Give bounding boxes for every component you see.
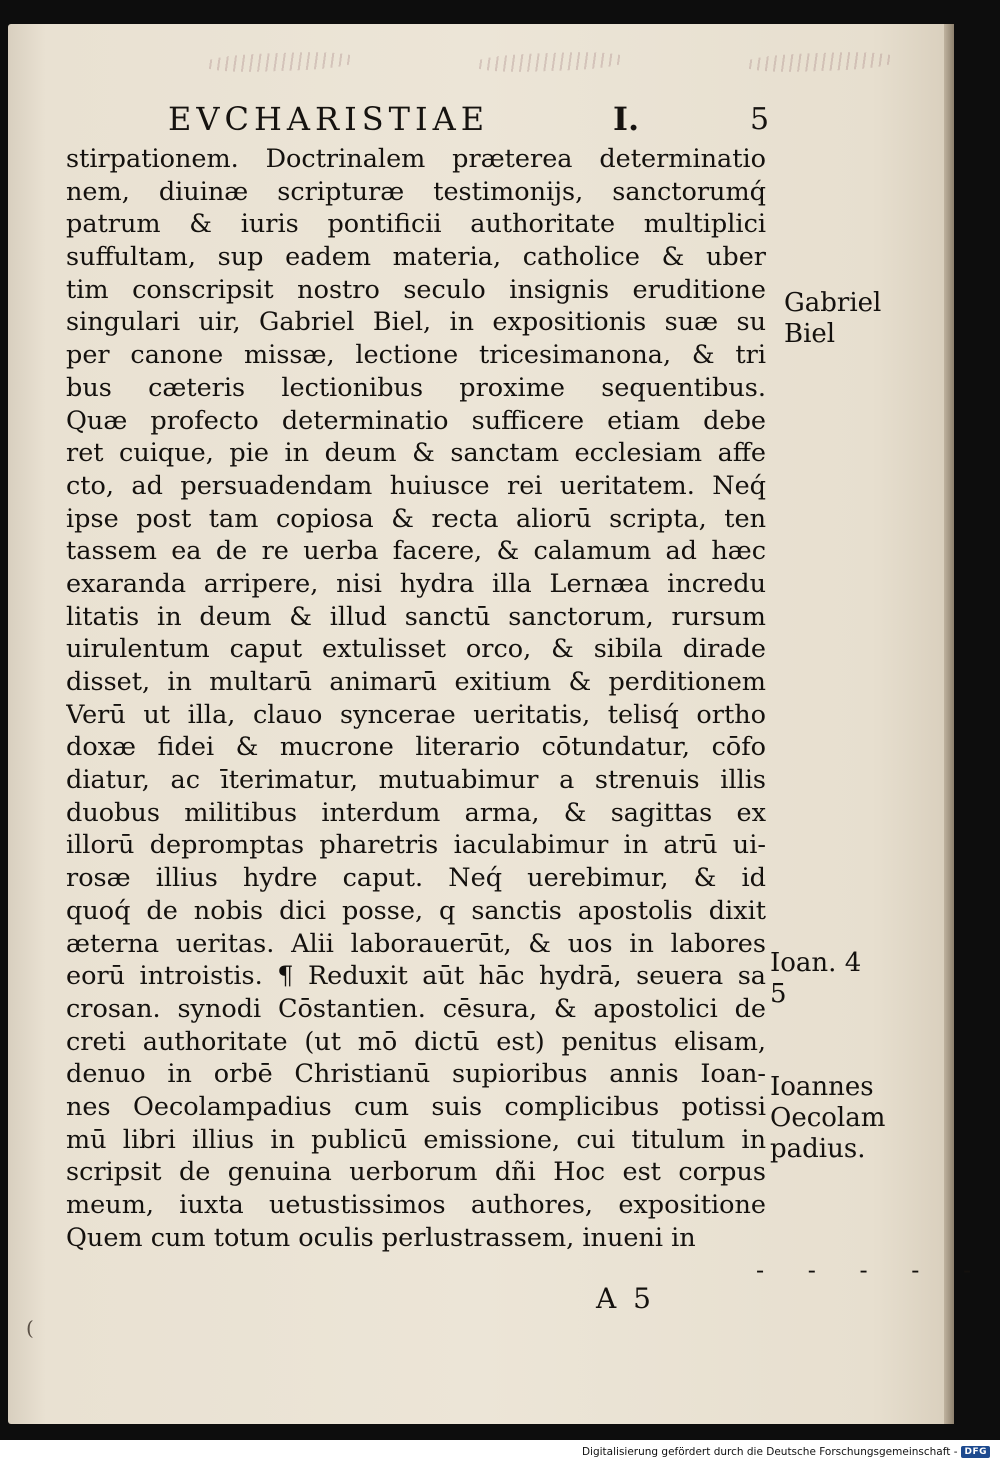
text-line: tassem ea de re uerba facere, & calamum ad hæc xyxy=(66,536,766,567)
corner-mark: ( xyxy=(26,1316,34,1340)
text-line: uirulentum caput extulisset orco, & sibila dirade xyxy=(66,634,766,665)
pencil-annotation xyxy=(205,44,965,80)
body-text xyxy=(66,143,766,1254)
text-line: eorū introistis. ¶ Reduxit aūt hāc hydrā, seuera sa xyxy=(66,961,766,992)
text-line: ipse post tam copiosa & recta aliorū scripta, ten xyxy=(66,503,766,534)
text-line: exaranda arripere, nisi hydra illa Lernæa incredu xyxy=(66,568,766,599)
text-line: cto, ad persuadendam huiusce rei ueritatem. Neq́ xyxy=(66,470,766,501)
text-line: illorū depromptas pharetris iaculabimur in atrū ui- xyxy=(66,830,766,861)
text-line: creti authoritate (ut mō dictū est) penitus elisam, xyxy=(66,1026,766,1057)
catchword-leader: - - - - - xyxy=(756,1256,990,1284)
margin-note-line: Oecolam xyxy=(770,1103,886,1133)
text-line: suffultam, sup eadem materia, catholice & uber xyxy=(66,242,766,273)
text-line: meum, iuxta uetustissimos authores, expositione xyxy=(66,1190,766,1220)
page-edge xyxy=(944,24,954,1424)
text-line: tim conscripsit nostro seculo insignis eruditione xyxy=(66,274,766,305)
text-line: nem, diuinæ scripturæ testimonijs, sanctorumq́ xyxy=(66,176,766,207)
digitization-footer xyxy=(582,1442,990,1462)
margin-note-ioan-4 xyxy=(770,948,861,1010)
margin-note-line: Gabriel xyxy=(784,288,882,318)
margin-note-oecolampadius xyxy=(770,1072,885,1165)
text-line: stirpationem. Doctrinalem præterea determinatio xyxy=(66,144,766,174)
signature-mark: A 5 xyxy=(596,1282,655,1315)
running-title: EVCHARISTIAE xyxy=(168,100,490,138)
text-line: denuo in orbē Christianū supioribus annis Ioan- xyxy=(66,1059,766,1090)
chapter-number: I. xyxy=(613,100,640,138)
text-line: Quæ profecto determinatio sufficere etiam debe xyxy=(66,405,766,436)
pencil-scribble xyxy=(745,50,896,73)
text-line: Quem cum totum oculis perlustrassem, inueni in xyxy=(66,1222,696,1253)
text-line: quoq́ de nobis dici posse, q sanctis apostolis dixit xyxy=(66,895,766,926)
text-line: disset, in multarū animarū exitium & perditionem xyxy=(66,667,766,697)
pencil-scribble xyxy=(205,50,356,73)
text-line: crosan. synodi Cōstantien. cēsura, & apostolici de xyxy=(66,993,766,1024)
text-line: per canone missæ, lectione tricesimanona, & tri xyxy=(66,340,766,371)
text-line: diatur, ac īterimatur, mutuabimur a strenuis illis xyxy=(66,765,766,796)
folio-number: 5 xyxy=(750,102,770,137)
footer-credit: Digitalisierung gefördert durch die Deutsche Forschungsgemeinschaft - xyxy=(581,1446,958,1458)
text-line: mū libri illius in publicū emissione, cui titulum in xyxy=(66,1124,766,1155)
text-line: rosæ illius hydre caput. Neq́ uerebimur, & id xyxy=(66,863,766,894)
text-line: scripsit de genuina uerborum dñi Hoc est corpus xyxy=(66,1157,766,1188)
text-line: duobus militibus interdum arma, & sagittas ex xyxy=(66,797,766,828)
margin-note-gabriel-biel xyxy=(784,288,881,350)
dfg-logo-icon: DFG xyxy=(961,1446,990,1458)
margin-note-line: padius. xyxy=(770,1134,866,1164)
margin-note-line: Ioan. 4 xyxy=(770,948,862,978)
text-line: nes Oecolampadius cum suis complicibus potissi xyxy=(66,1091,766,1122)
text-line: patrum & iuris pontificii authoritate multiplici xyxy=(66,209,766,240)
text-line: ret cuique, pie in deum & sanctam ecclesiam affe xyxy=(66,438,766,469)
text-line: singulari uir, Gabriel Biel, in expositionis suæ su xyxy=(66,307,766,338)
margin-note-line: 5 xyxy=(770,979,787,1009)
text-line: bus cæteris lectionibus proxime sequentibus. xyxy=(66,372,766,403)
margin-note-line: Biel xyxy=(784,319,836,349)
text-line: litatis in deum & illud sanctū sanctorum, rursum xyxy=(66,601,766,632)
margin-note-line: Ioannes xyxy=(770,1072,874,1102)
pencil-scribble xyxy=(475,50,626,73)
text-line: Verū ut illa, clauo syncerae ueritatis, telisq́ ortho xyxy=(66,699,766,730)
text-line: æterna ueritas. Alii laborauerūt, & uos in labores xyxy=(66,928,766,959)
running-head xyxy=(168,100,768,140)
text-line: doxæ fidei & mucrone literario cōtundatur, cōfo xyxy=(66,732,766,763)
